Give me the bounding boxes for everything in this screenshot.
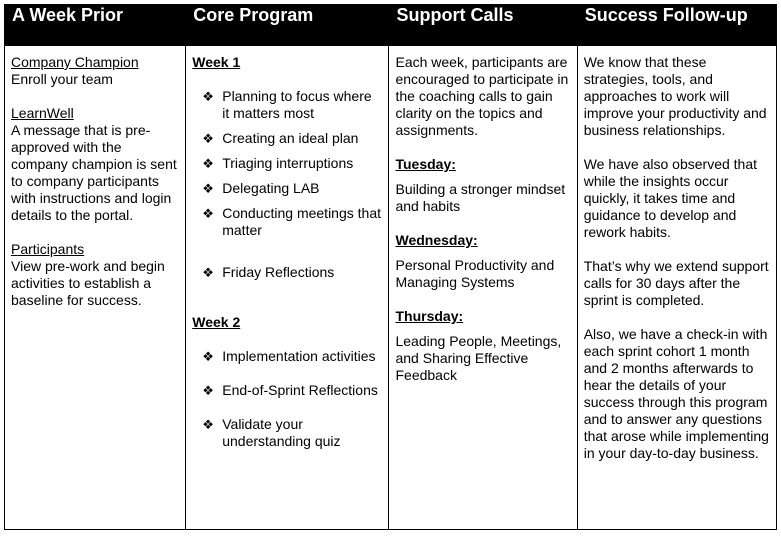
diamond-bullet-icon: ❖ bbox=[202, 206, 214, 221]
week1-list bbox=[192, 88, 382, 281]
tuesday-title: Tuesday: bbox=[395, 156, 456, 172]
champion-title: Company Champion bbox=[11, 54, 139, 70]
followup-paragraph-1: We know that these strategies, tools, and approaches to work will improve your productivity and business relationships. bbox=[583, 54, 767, 138]
program-table bbox=[4, 4, 777, 530]
week2-title: Week 2 bbox=[192, 314, 241, 330]
learnwell-title: LearnWell bbox=[11, 105, 74, 121]
diamond-bullet-icon: ❖ bbox=[202, 131, 214, 146]
wednesday-text: Personal Productivity and Managing Systems bbox=[395, 257, 555, 290]
list-item: ❖ Friday Reflections bbox=[202, 264, 335, 280]
week-prior-cell bbox=[5, 46, 186, 530]
followup-paragraph-3: That’s why we extend support calls for 30 days after the sprint is completed. bbox=[583, 258, 769, 308]
diamond-bullet-icon: ❖ bbox=[202, 349, 214, 364]
participants-title: Participants bbox=[11, 241, 85, 257]
diamond-bullet-icon: ❖ bbox=[202, 89, 214, 104]
diamond-bullet-icon: ❖ bbox=[202, 181, 214, 196]
followup-paragraph-2: We have also observed that while the insights occur quickly, it takes time and guidance to develop and rework habits. bbox=[583, 156, 758, 240]
list-item: ❖ Planning to focus where it matters most bbox=[202, 88, 372, 121]
support-intro: Each week, participants are encouraged to participate in the coaching calls to gain clarity on the topics and assignments. bbox=[395, 54, 569, 138]
thursday-text: Leading People, Meetings, and Sharing Effective Feedback bbox=[395, 333, 562, 383]
list-item: ❖ End-of-Sprint Reflections bbox=[202, 382, 378, 398]
participants-text: View pre-work and begin activities to establish a baseline for success. bbox=[11, 258, 165, 308]
list-item: ❖ Creating an ideal plan bbox=[202, 130, 359, 146]
followup-paragraph-4: Also, we have a check-in with each sprint cohort 1 month and 2 months afterwards to hear the details of your success through this program and to answer any questions that arose while implementing in your day-to-day business. bbox=[583, 326, 769, 461]
success-followup-cell bbox=[577, 46, 776, 530]
wednesday-title: Wednesday: bbox=[395, 232, 478, 248]
thursday-title: Thursday: bbox=[395, 308, 464, 324]
diamond-bullet-icon: ❖ bbox=[202, 383, 214, 398]
header-support-calls: Support Calls bbox=[389, 5, 577, 46]
header-row bbox=[5, 5, 777, 46]
week2-list bbox=[192, 348, 382, 450]
list-item: ❖ Validate your understanding quiz bbox=[202, 416, 341, 449]
header-core-program: Core Program bbox=[186, 5, 389, 46]
list-item: ❖ Implementation activities bbox=[202, 348, 376, 364]
champion-text: Enroll your team bbox=[11, 71, 113, 87]
learnwell-text: A message that is pre-approved with the company champion is sent to company participants with instructions and login details to the portal. bbox=[11, 122, 177, 223]
header-success-followup: Success Follow-up bbox=[577, 5, 776, 46]
week1-title: Week 1 bbox=[192, 54, 241, 70]
tuesday-text: Building a stronger mindset and habits bbox=[395, 181, 566, 214]
list-item: ❖ Conducting meetings that matter bbox=[202, 205, 381, 238]
support-calls-cell bbox=[389, 46, 577, 530]
core-program-cell bbox=[186, 46, 389, 530]
list-item: ❖ Delegating LAB bbox=[202, 180, 320, 196]
diamond-bullet-icon: ❖ bbox=[202, 417, 214, 432]
content-row bbox=[5, 46, 777, 530]
diamond-bullet-icon: ❖ bbox=[202, 265, 214, 280]
diamond-bullet-icon: ❖ bbox=[202, 156, 214, 171]
header-week-prior: A Week Prior bbox=[5, 5, 186, 46]
list-item: ❖ Triaging interruptions bbox=[202, 155, 354, 171]
